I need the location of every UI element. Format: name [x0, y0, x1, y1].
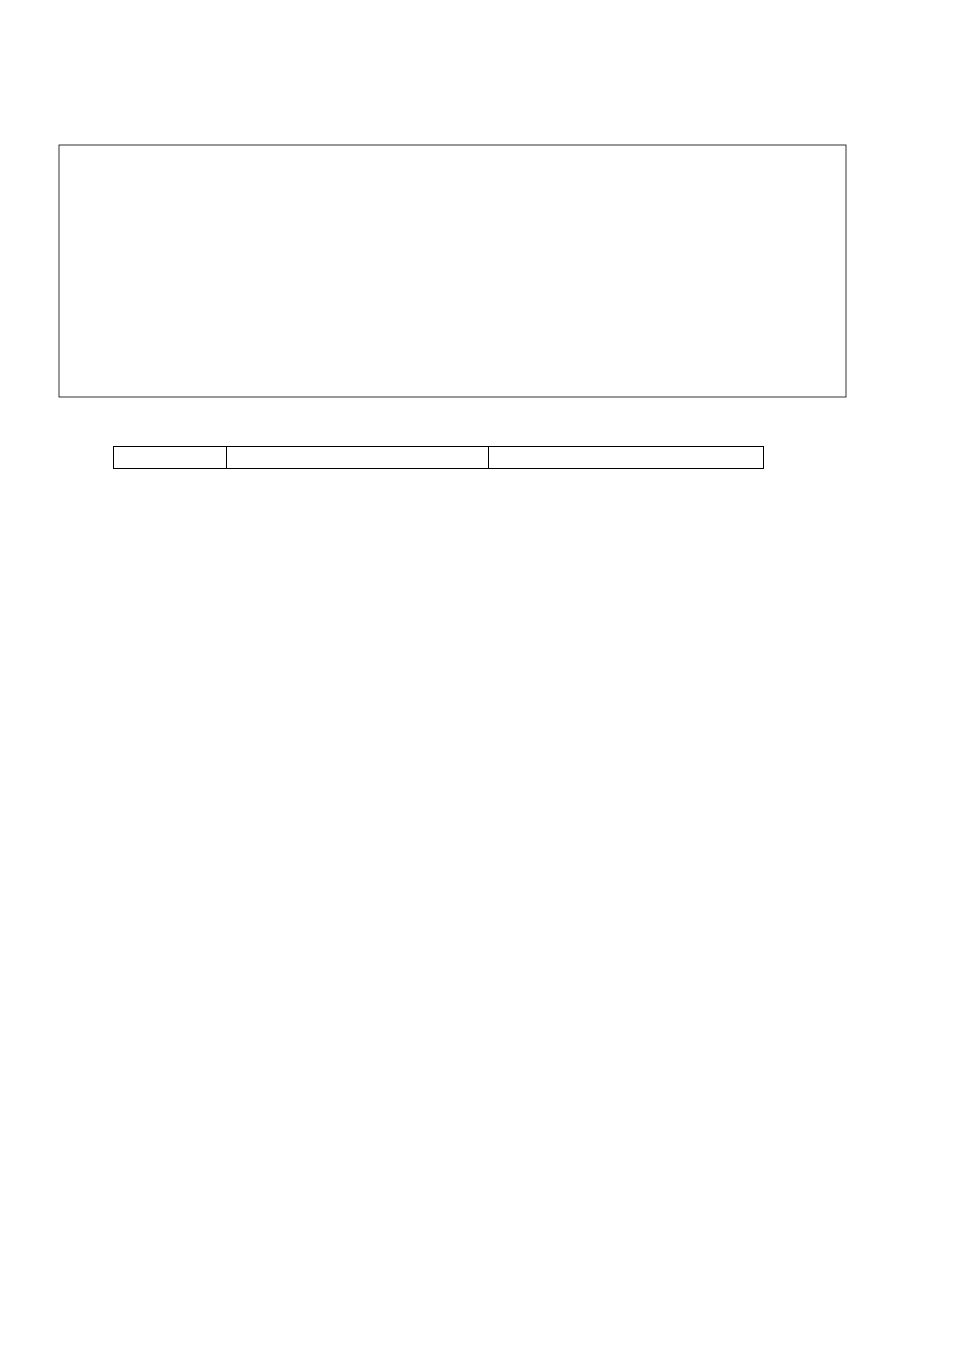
intro-list	[57, 92, 95, 140]
header-cn2	[227, 447, 488, 469]
intro-item	[57, 92, 95, 116]
dry-contact-layout-diagram	[58, 142, 847, 399]
intro-item	[57, 116, 95, 140]
table-header-row	[114, 447, 764, 469]
header-contact	[114, 447, 227, 469]
header-cn3	[488, 447, 763, 469]
signal-table	[113, 446, 764, 469]
